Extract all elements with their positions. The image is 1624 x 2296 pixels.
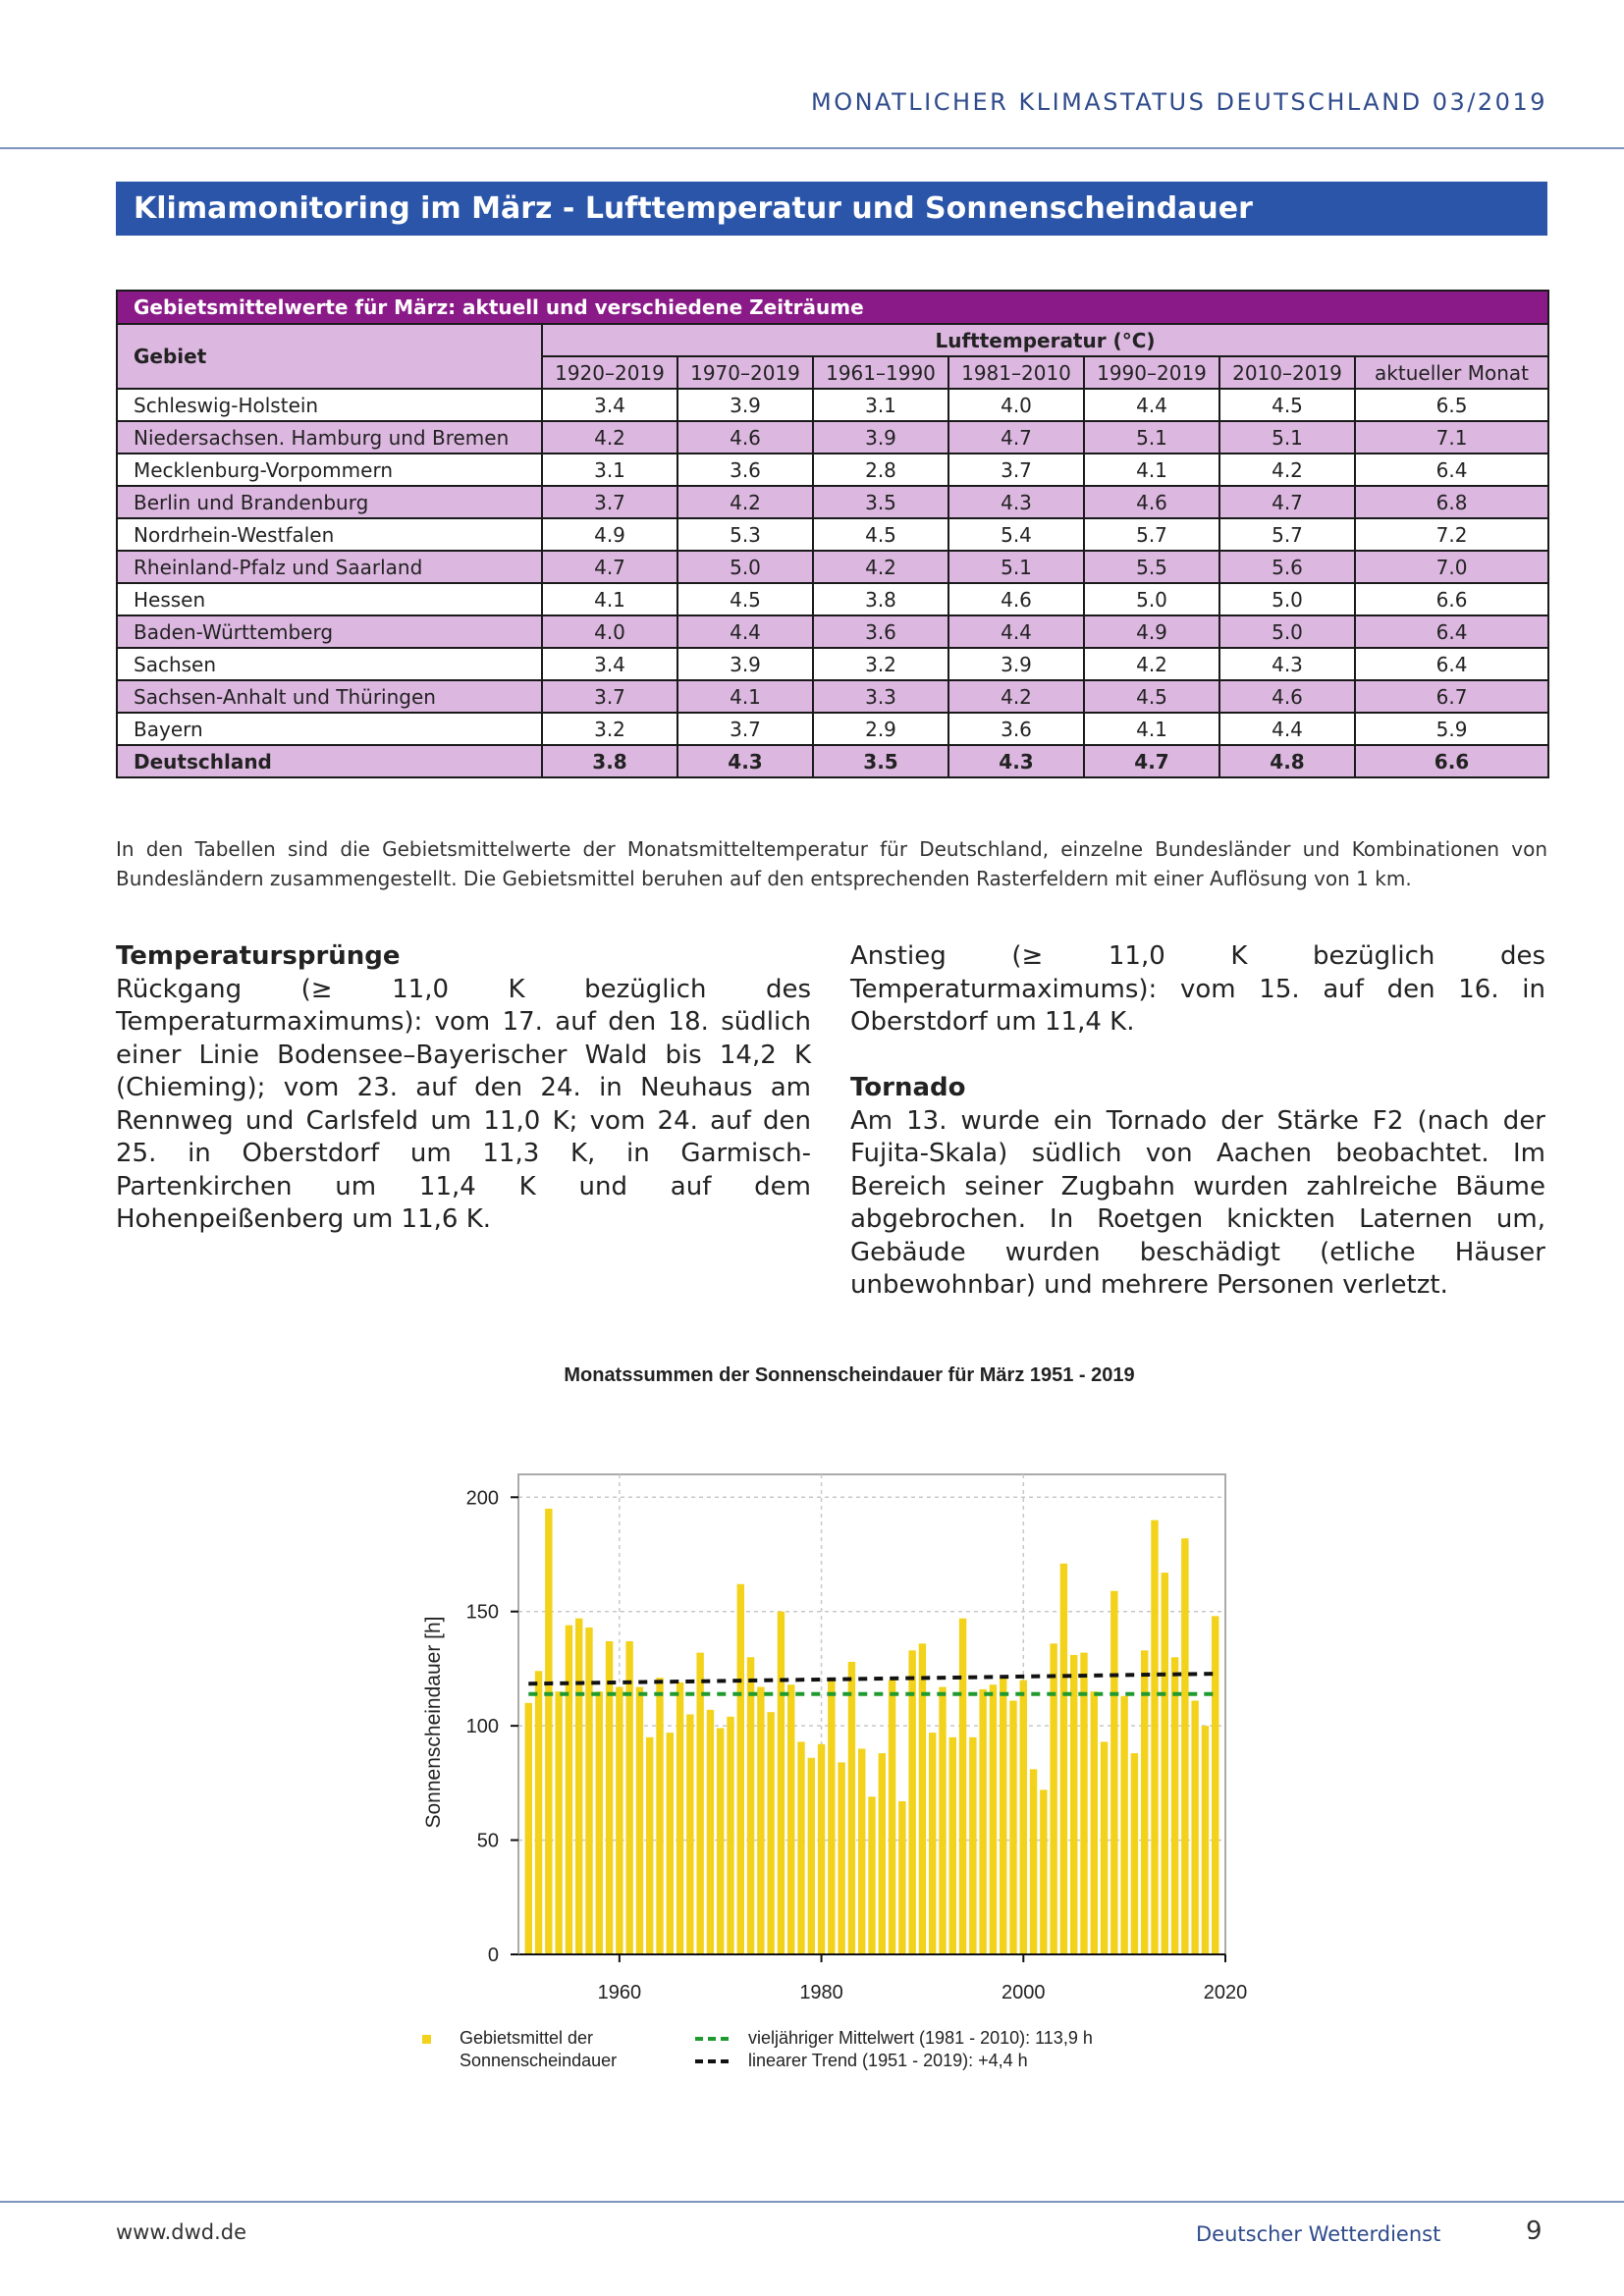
sunshine-bar: [646, 1737, 653, 1954]
sunshine-bar: [575, 1619, 582, 1954]
region-name: Baden-Württemberg: [117, 615, 542, 648]
table-cell: 4.9: [542, 518, 677, 551]
sunshine-bar: [929, 1733, 936, 1954]
sunshine-bar: [1009, 1701, 1016, 1954]
table-row: [117, 713, 1548, 745]
sunshine-bar: [535, 1671, 542, 1954]
region-name: Berlin und Brandenburg: [117, 486, 542, 518]
table-cell: 3.8: [542, 745, 677, 777]
table-row: [117, 421, 1548, 454]
table-cell: 5.3: [677, 518, 813, 551]
table-cell: 5.9: [1355, 713, 1548, 745]
sunshine-bar: [898, 1801, 905, 1954]
table-cell: 3.2: [542, 713, 677, 745]
table-cell: 6.4: [1355, 648, 1548, 680]
tornado-text: Am 13. wurde ein Tornado der Stärke F2 (nach der Fujita-Skala) südlich von Aachen beobachtet. Im Bereich seiner Zugbahn wurden zahlreiche Bäume abgebrochen. In Roetgen knickten Laternen um, Gebäude wurden beschädigt (etliche Häuser unbewohnbar) und mehrere Personen verletzt.: [850, 1105, 1545, 1300]
table-cell: 4.6: [1219, 680, 1355, 713]
sunshine-bar: [636, 1687, 643, 1954]
table-cell: 4.2: [1219, 454, 1355, 486]
x-tick-label: 2000: [1001, 1982, 1046, 2003]
table-cell: 3.5: [813, 745, 948, 777]
table-cell: 4.4: [1084, 389, 1219, 421]
sunshine-bar: [818, 1744, 825, 1954]
table-cell: 4.1: [677, 680, 813, 713]
region-name: Niedersachsen. Hamburg und Bremen: [117, 421, 542, 454]
period-header: 2010–2019: [1219, 356, 1355, 389]
x-tick-label: 1980: [799, 1982, 843, 2003]
sunshine-bar: [1101, 1741, 1108, 1954]
sunshine-bar: [949, 1737, 956, 1954]
table-cell: 5.0: [677, 551, 813, 583]
table-cell: 7.2: [1355, 518, 1548, 551]
table-cell: 3.1: [813, 389, 948, 421]
sunshine-bar: [625, 1641, 632, 1954]
sunshine-bar: [1151, 1521, 1158, 1954]
legend-label-mean: vieljähriger Mittelwert (1981 - 2010): 113,9 h: [748, 2028, 1093, 2048]
region-name: Hessen: [117, 583, 542, 615]
left-text-column: [116, 940, 811, 1237]
sunshine-bar: [828, 1681, 835, 1954]
sunshine-bar: [990, 1684, 997, 1954]
table-cell: 3.5: [813, 486, 948, 518]
table-caption: Gebietsmittelwerte für März: aktuell und verschiedene Zeiträume: [117, 291, 1548, 324]
sunshine-bar: [585, 1628, 592, 1954]
table-cell: 5.0: [1084, 583, 1219, 615]
period-header: 1920–2019: [542, 356, 677, 389]
sunshine-bar: [1000, 1678, 1006, 1954]
table-cell: 3.7: [542, 486, 677, 518]
region-name: Bayern: [117, 713, 542, 745]
table-cell: 3.8: [813, 583, 948, 615]
sunshine-bar: [1030, 1769, 1037, 1954]
sunshine-chart: [373, 1433, 1286, 2101]
sunshine-bar: [747, 1657, 754, 1954]
table-cell: 4.1: [1084, 713, 1219, 745]
table-cell: 7.1: [1355, 421, 1548, 454]
period-header: aktueller Monat: [1355, 356, 1548, 389]
table-note: In den Tabellen sind die Gebietsmittelwerte der Monatsmitteltemperatur für Deutschland, einzelne Bundesländer und Kombinationen von Bundesländern zusammengestellt. Die Gebietsmittel beruhen auf den entsprechenden Rasterfeldern mit einer Auflösung von 1 km.: [116, 837, 1547, 890]
table-cell: 4.4: [948, 615, 1084, 648]
table-cell: 6.5: [1355, 389, 1548, 421]
region-column-header: Gebiet: [117, 324, 542, 389]
right-text-column: [850, 940, 1545, 1303]
sunshine-bar: [858, 1748, 865, 1954]
region-name: Deutschland: [117, 745, 542, 777]
sunshine-bar: [727, 1717, 733, 1954]
table-body: [117, 389, 1548, 777]
sunshine-bar: [1120, 1696, 1127, 1954]
table-cell: 3.6: [813, 615, 948, 648]
temperature-table: [116, 290, 1549, 778]
sunshine-bar: [737, 1584, 744, 1954]
table-cell: 4.5: [1084, 680, 1219, 713]
table-cell: 3.4: [542, 389, 677, 421]
table-row: [117, 648, 1548, 680]
legend-label-bars: Sonnenscheindauer: [460, 2051, 618, 2070]
table-cell: 4.2: [813, 551, 948, 583]
table-cell: 3.6: [948, 713, 1084, 745]
table-cell: 5.5: [1084, 551, 1219, 583]
table-cell: 5.1: [1084, 421, 1219, 454]
region-name: Sachsen: [117, 648, 542, 680]
sunshine-bar: [1181, 1538, 1188, 1954]
table-cell: 3.1: [542, 454, 677, 486]
table-cell: 6.8: [1355, 486, 1548, 518]
sunshine-bar: [1020, 1681, 1027, 1954]
sunshine-bar: [616, 1687, 623, 1954]
table-row: [117, 583, 1548, 615]
sunshine-bar: [879, 1753, 886, 1954]
sunshine-bar: [1171, 1657, 1178, 1954]
legend-marker-bars: [422, 2035, 431, 2044]
legend-label-trend: linearer Trend (1951 - 2019): +4,4 h: [748, 2051, 1028, 2070]
table-row: [117, 389, 1548, 421]
table-row: [117, 745, 1548, 777]
table-cell: 6.4: [1355, 615, 1548, 648]
sunshine-bar: [868, 1796, 875, 1954]
table-cell: 3.9: [677, 389, 813, 421]
table-cell: 4.7: [948, 421, 1084, 454]
document-header-title: MONATLICHER KLIMASTATUS DEUTSCHLAND 03/2019: [811, 88, 1547, 116]
sunshine-bar: [1040, 1789, 1047, 1954]
sunshine-bar: [545, 1509, 552, 1954]
sunshine-bar: [767, 1712, 774, 1954]
sunshine-bar: [797, 1741, 804, 1954]
table-cell: 4.7: [1084, 745, 1219, 777]
region-name: Schleswig-Holstein: [117, 389, 542, 421]
y-tick-label: 100: [465, 1716, 499, 1738]
table-cell: 4.0: [948, 389, 1084, 421]
table-row: [117, 518, 1548, 551]
table-cell: 4.3: [948, 486, 1084, 518]
period-header: 1970–2019: [677, 356, 813, 389]
table-cell: 4.3: [1219, 648, 1355, 680]
table-cell: 4.0: [542, 615, 677, 648]
table-cell: 2.8: [813, 454, 948, 486]
sunshine-bar: [596, 1691, 603, 1954]
table-cell: 3.9: [948, 648, 1084, 680]
table-row: [117, 551, 1548, 583]
table-cell: 5.0: [1219, 615, 1355, 648]
table-cell: 4.1: [542, 583, 677, 615]
y-tick-label: 150: [465, 1601, 499, 1624]
table-cell: 3.7: [542, 680, 677, 713]
y-tick-label: 50: [476, 1830, 499, 1852]
temperature-jumps-heading: Temperatursprünge: [116, 941, 401, 971]
table-cell: 2.9: [813, 713, 948, 745]
sunshine-bar: [696, 1653, 703, 1954]
sunshine-bar: [1091, 1691, 1098, 1954]
table-cell: 5.1: [948, 551, 1084, 583]
region-name: Nordrhein-Westfalen: [117, 518, 542, 551]
table-cell: 5.1: [1219, 421, 1355, 454]
sunshine-bar: [717, 1728, 724, 1954]
sunshine-bar: [848, 1662, 855, 1954]
section-title: Klimamonitoring im März - Lufttemperatur und Sonnenscheindauer: [116, 182, 1547, 236]
sunshine-bar: [1202, 1726, 1209, 1954]
sunshine-bar: [1080, 1653, 1087, 1954]
sunshine-bar: [808, 1758, 815, 1954]
sunshine-bar: [959, 1619, 966, 1954]
temperature-rise-text: Anstieg (≥ 11,0 K bezüglich des Temperaturmaximums): vom 15. auf den 16. in Oberstdorf um 11,4 K.: [850, 941, 1545, 1037]
table-cell: 3.7: [677, 713, 813, 745]
table-cell: 6.6: [1355, 745, 1548, 777]
footer-organization: Deutscher Wetterdienst: [1196, 2222, 1441, 2246]
region-name: Mecklenburg-Vorpommern: [117, 454, 542, 486]
table-cell: 6.7: [1355, 680, 1548, 713]
sunshine-bar: [979, 1689, 986, 1954]
table-cell: 3.9: [677, 648, 813, 680]
table-cell: 4.5: [677, 583, 813, 615]
tornado-heading: Tornado: [850, 1073, 966, 1102]
sunshine-bar: [555, 1691, 562, 1954]
sunshine-bar: [1131, 1753, 1138, 1954]
region-name: Sachsen-Anhalt und Thüringen: [117, 680, 542, 713]
table-cell: 4.6: [1084, 486, 1219, 518]
y-tick-label: 200: [465, 1487, 499, 1510]
table-cell: 4.4: [1219, 713, 1355, 745]
table-cell: 4.6: [677, 421, 813, 454]
temperature-jumps-text: Rückgang (≥ 11,0 K bezüglich des Temperaturmaximums): vom 17. auf den 18. südlich einer Linie Bodensee–Bayerischer Wald bis 14,2 K (Chieming); vom 23. auf den 24. in Neuhaus am Rennweg und Carlsfeld um 11,0 K; vom 24. auf den 25. in Oberstdorf um 11,3 K, in Garmisch-Partenkirchen um 11,4 K und auf dem Hohenpeißenberg um 11,6 K.: [116, 974, 811, 1234]
table-cell: 4.4: [677, 615, 813, 648]
table-cell: 4.2: [677, 486, 813, 518]
sunshine-bar: [939, 1687, 946, 1954]
table-cell: 4.2: [948, 680, 1084, 713]
y-axis-label: Sonnenscheindauer [h]: [422, 1616, 445, 1829]
sunshine-bar: [1110, 1591, 1117, 1954]
table-cell: 4.9: [1084, 615, 1219, 648]
table-cell: 5.6: [1219, 551, 1355, 583]
footer-url: www.dwd.de: [116, 2220, 247, 2244]
sunshine-bar: [656, 1678, 663, 1954]
header-divider: [0, 147, 1624, 149]
y-tick-label: 0: [487, 1945, 499, 1966]
sunshine-bar: [1050, 1643, 1056, 1954]
table-cell: 4.5: [1219, 389, 1355, 421]
table-cell: 4.5: [813, 518, 948, 551]
table-cell: 4.6: [948, 583, 1084, 615]
table-cell: 3.7: [948, 454, 1084, 486]
period-header: 1961–1990: [813, 356, 948, 389]
sunshine-bar: [757, 1687, 764, 1954]
sunshine-bar: [1212, 1616, 1218, 1954]
table-cell: 4.7: [542, 551, 677, 583]
table-cell: 3.3: [813, 680, 948, 713]
x-tick-label: 2020: [1203, 1982, 1248, 2003]
sunshine-bar: [1191, 1701, 1198, 1954]
table-cell: 6.4: [1355, 454, 1548, 486]
sunshine-bar: [787, 1684, 794, 1954]
table-row: [117, 486, 1548, 518]
period-header: 1981–2010: [948, 356, 1084, 389]
table-cell: 5.4: [948, 518, 1084, 551]
sunshine-bar: [1162, 1573, 1168, 1954]
table-cell: 4.2: [1084, 648, 1219, 680]
legend-label-bars: Gebietsmittel der: [460, 2028, 594, 2048]
table-cell: 4.7: [1219, 486, 1355, 518]
sunshine-bar: [667, 1733, 674, 1954]
table-cell: 7.0: [1355, 551, 1548, 583]
temperature-group-header: Lufttemperatur (°C): [542, 324, 1548, 356]
table-cell: 4.3: [948, 745, 1084, 777]
table-row: [117, 454, 1548, 486]
table-cell: 4.2: [542, 421, 677, 454]
table-row: [117, 680, 1548, 713]
sunshine-bar: [969, 1737, 976, 1954]
chart-title: Monatssummen der Sonnenscheindauer für März 1951 - 2019: [564, 1364, 1135, 1386]
table-cell: 3.2: [813, 648, 948, 680]
sunshine-bar: [707, 1710, 714, 1954]
x-tick-label: 1960: [597, 1982, 642, 2003]
sunshine-bar: [778, 1612, 785, 1954]
table-row: [117, 615, 1548, 648]
footer-divider: [0, 2201, 1624, 2203]
page-number: 9: [1526, 2216, 1543, 2246]
sunshine-bar: [686, 1715, 693, 1955]
table-cell: 5.0: [1219, 583, 1355, 615]
table-cell: 5.7: [1084, 518, 1219, 551]
sunshine-bar: [1070, 1655, 1077, 1954]
table-cell: 3.9: [813, 421, 948, 454]
table-cell: 4.1: [1084, 454, 1219, 486]
table-cell: 3.6: [677, 454, 813, 486]
sunshine-bar: [919, 1643, 926, 1954]
sunshine-bar: [1060, 1564, 1067, 1954]
sunshine-bar: [889, 1681, 895, 1954]
sunshine-bar: [838, 1762, 844, 1954]
period-header: 1990–2019: [1084, 356, 1219, 389]
sunshine-bar: [677, 1682, 683, 1954]
table-cell: 3.4: [542, 648, 677, 680]
table-cell: 5.7: [1219, 518, 1355, 551]
table-cell: 6.6: [1355, 583, 1548, 615]
table-cell: 4.8: [1219, 745, 1355, 777]
sunshine-bar: [606, 1641, 613, 1954]
sunshine-bar: [566, 1626, 572, 1954]
sunshine-bar: [525, 1703, 532, 1954]
region-name: Rheinland-Pfalz und Saarland: [117, 551, 542, 583]
table-cell: 4.3: [677, 745, 813, 777]
